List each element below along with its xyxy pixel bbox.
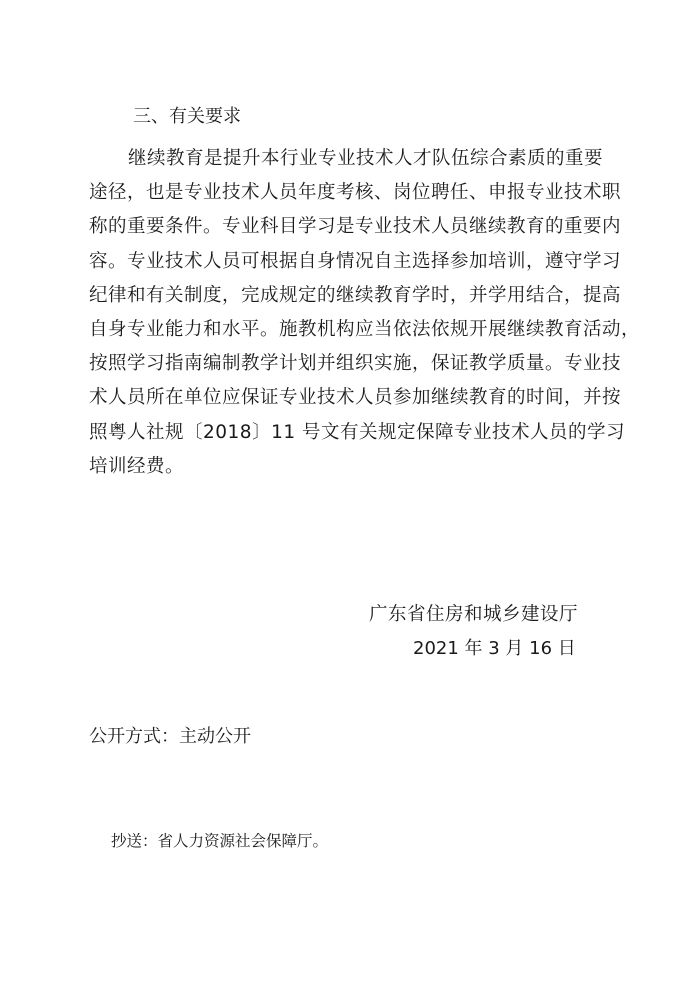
section-heading: 三、有关要求 xyxy=(133,106,241,127)
body-line: 继续教育是提升本行业专业技术人才队伍综合素质的重要 xyxy=(128,148,604,169)
body-line: 称的重要条件。专业科目学习是专业技术人员继续教育的重要内 xyxy=(89,216,622,238)
body-line: 途径，也是专业技术人员年度考核、岗位聘任、申报专业技术职 xyxy=(89,182,622,204)
disclosure-method: 公开方式：主动公开 xyxy=(89,726,251,747)
body-line: 术人员所在单位应保证专业技术人员参加继续教育的时间，并按 xyxy=(89,387,622,409)
body-paragraph xyxy=(89,142,641,484)
body-line: 容。专业技术人员可根据自身情况自主选择参加培训，遵守学习 xyxy=(89,250,622,272)
issuer-signature: 广东省住房和城乡建设厅 xyxy=(369,604,579,625)
body-line: 自身专业能力和水平。施教机构应当依法依规开展继续教育活动， xyxy=(89,318,641,340)
body-line: 照粤人社规〔2018〕11 号文有关规定保障专业技术人员的学习 xyxy=(89,421,626,443)
body-line: 按照学习指南编制教学计划并组织实施，保证教学质量。专业技 xyxy=(89,353,622,375)
issue-date: 2021 年 3 月 16 日 xyxy=(413,638,576,659)
body-line: 培训经费。 xyxy=(89,455,185,477)
cc-recipients: 抄送：省人力资源社会保障厅。 xyxy=(111,832,329,850)
body-line: 纪律和有关制度，完成规定的继续教育学时，并学用结合，提高 xyxy=(89,284,622,306)
